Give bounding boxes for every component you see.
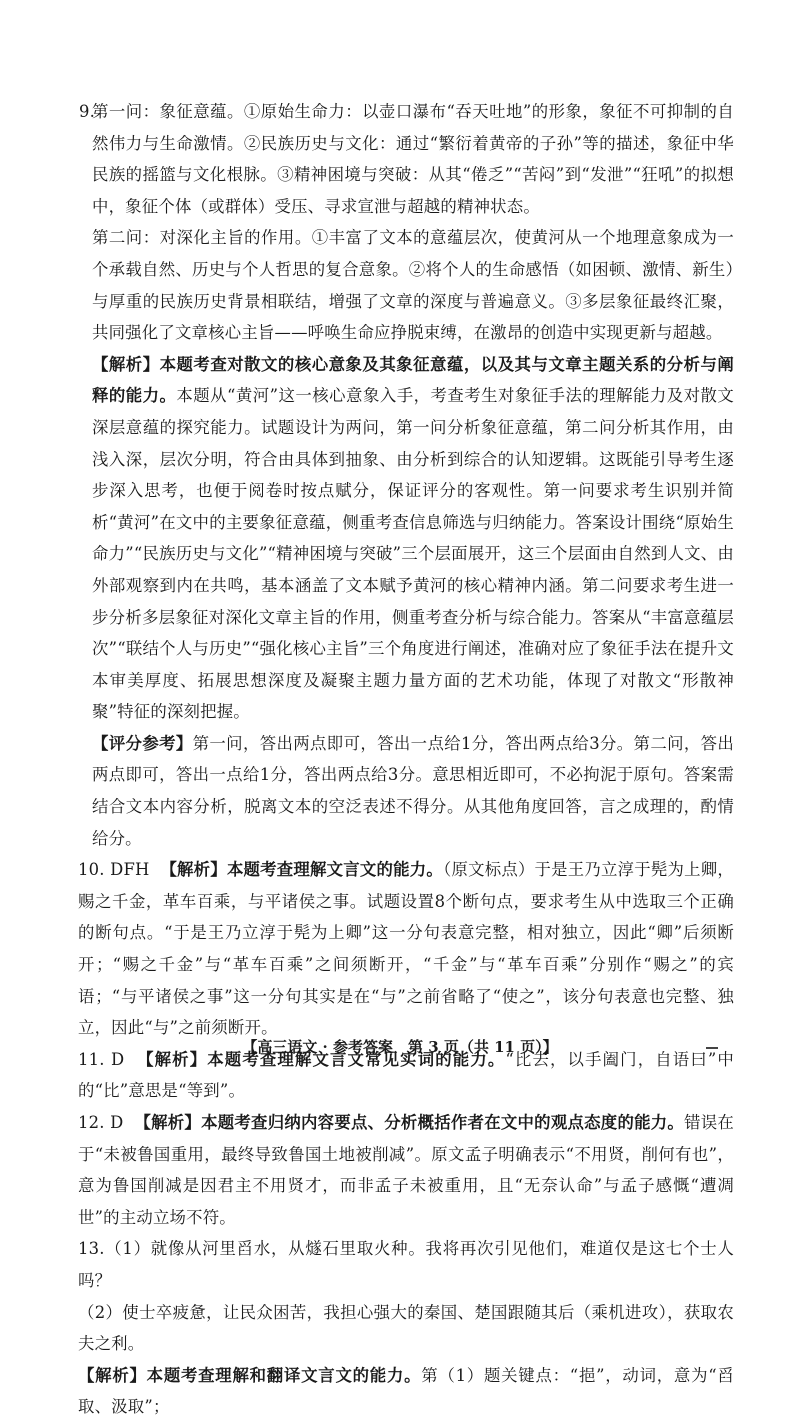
question-13-translation-1: （1）就像从河里舀水，从燧石里取火种。我将再次引见他们，难道仅是这七个士人吗？ bbox=[78, 1239, 734, 1290]
corner-mark bbox=[706, 1047, 718, 1049]
question-13-text: 第（1）题关键点：“挹”，动词，意为“舀取、汲取”； bbox=[78, 1365, 734, 1417]
question-12-block bbox=[78, 1107, 734, 1233]
question-9-scoring bbox=[92, 728, 734, 854]
question-13-analysis bbox=[78, 1360, 734, 1423]
question-10-block bbox=[78, 854, 734, 1044]
question-9-part2: 第二问：对深化主旨的作用。①丰富了文本的意蕴层次，使黄河从一个地理意象成为一个承载自然、历史与个人哲思的复合意象。②将个人的生命感悟（如困顿、激情、新生）与厚重的民族历史背景相联结，增强了文章的深度与普遍意义。③多层象征最终汇聚，共同强化了文章核心主旨——呼唤生命应挣脱束缚，在激昂的创造中实现更新与超越。 bbox=[92, 228, 734, 343]
question-10-number: 10. bbox=[78, 860, 105, 880]
question-9-analysis bbox=[92, 349, 734, 728]
question-10-lead: 本题考查理解文言文的能力。 bbox=[226, 860, 444, 880]
question-13-block bbox=[78, 1233, 734, 1423]
analysis-text: 本题从“黄河”这一核心意象入手，考查考生对象征手法的理解能力及对散文深层意蕴的探究能力。试题设计为两问，第一问分析象征意蕴，第二问分析其作用，由浅入深，层次分明，符合由具体到抽象、由分析到综合的认知逻辑。这既能引导考生逐步深入思考，也便于阅卷时按点赋分，保证评分的客观性。第一问要求考生识别并简析“黄河”在文中的主要象征意蕴，侧重考查信息筛选与归纳能力。答案设计围绕“原始生命力”“民族历史与文化”“精神困境与突破”三个层面展开，这三个层面由自然到人文、由外部观察到内在共鸣，基本涵盖了文本赋予黄河的核心精神内涵。第二问要求考生进一步分析多层象征对深化文章主旨的作用，侧重考查分析与综合能力。答案从“丰富意蕴层次”“联结个人与历史”“强化核心主旨”三个角度进行阐述，准确对应了象征手法在提升文本审美厚度、拓展思想深度及凝聚主题力量方面的艺术功能，体现了对散文“形散神聚”特征的深刻把握。 bbox=[92, 386, 735, 722]
question-11-lead: 本题考查理解文言文常见实词的能力。 bbox=[207, 1049, 506, 1069]
question-11-tag: 【解析】 bbox=[137, 1049, 208, 1069]
page-footer: 【高三语文 · 参考答案 第 3 页（共 11 页）】 bbox=[242, 1038, 558, 1056]
question-13-lead: 本题考查理解和翻译文言文的能力。 bbox=[146, 1365, 422, 1385]
question-12-text: 错误在于“未被鲁国重用，最终导致鲁国土地被削减”。原文孟子明确表示“不用贤，削何有也”，意为鲁国削减是因君主不用贤才，而非孟子未被重用，且“无奈认命”与孟子感慨“遭凋世”的主动立场不符。 bbox=[78, 1113, 734, 1227]
analysis-lead: 本题考查对散文的核心意象及其象征意蕴，以及其与文章主题关系的分析与阐释的能力。 bbox=[92, 354, 734, 406]
question-10-text: （原文标点）于是王乃立淳于髡为上卿，赐之千金，革车百乘，与平诸侯之事。试题设置8个断句点，要求考生从中选取三个正确的断句点。“于是王乃立淳于髡为上卿”这一分句表意完整，相对独立，因此“卿”后须断开；“赐之千金”与“革车百乘”之间须断开，“千金”与“革车百乘”分别作“赐之”的宾语；“与平诸侯之事”这一分句其实是在“与”之前省略了“使之”，该分句表意也完整、独立，因此“与”之前须断开。 bbox=[78, 860, 734, 1038]
question-9-block: 9. 第一问：象征意蕴。①原始生命力：以壶口瀑布“吞天吐地”的形象，象征不可抑制的自然伟力与生命激情。②民族历史与文化：通过“繁衍着黄帝的子孙”等的描述，象征中华民族的摇篮与文化根脉。③精神困境与突破：从其“倦乏”“苦闷”到“发泄”“狂吼”的拟想中，象征个体（或群体）受压、寻求宣泄与超越的精神状态。 第二问：对深化主旨的作用。①丰富了文本的意蕴层次，使黄河从一个地理意象成为一个承载自然、历史与个人哲思的复合意象。②将个人的生命感悟（如困顿、激情、新生）与厚重的民族历史背景相联结，增强了文章的深度与普遍意义。③多层象征最终汇聚，共同强化了文章核心主旨——呼唤生命应挣脱束缚，在激昂的创造中实现更新与超越。 【解析】本题考查对散文的核心意象及其象征意蕴，以及其与文章主题关系的分析与阐释的能力。本题从“黄河”这一核心意象入手，考查考生对象征手法的理解能力及对散文深层意蕴的探究能力。试题设计为两问，第一问分析象征意蕴，第二问分析其作用，由浅入深，层次分明，符合由具体到抽象、由分析到综合的认知逻辑。这既能引导考生逐步深入思考，也便于阅卷时按点赋分，保证评分的客观性。第一问要求考生识别并简析“黄河”在文中的主要象征意蕴，侧重考查信息筛选与归纳能力。答案设计围绕“原始生命力”“民族历史与文化”“精神困境与突破”三个层面展开，这三个层面由自然到人文、由外部观察到内在共鸣，基本涵盖了文本赋予黄河的核心精神内涵。第二问要求考生进一步分析多层象征对深化文章主旨的作用，侧重考查分析与综合能力。答案从“丰富意蕴层次”“联结个人与历史”“强化核心主旨”三个角度进行阐述，准确对应了象征手法在提升文本审美厚度、拓展思想深度及凝聚主题力量方面的艺术功能，体现了对散文“形散神聚”特征的深刻把握。 【评分参考】第一问，答出两点即可，答出一点给1分，答出两点给3分。第二问，答出两点即可，答出一点给1分，答出两点给3分。意思相近即可，不必拘泥于原句。答案需结合文本内容分析，脱离文本的空泛表述不得分。从其他角度回答，言之成理的，酌情给分。 bbox=[92, 96, 734, 854]
question-12-answer: D bbox=[110, 1113, 124, 1132]
answer-page-body bbox=[78, 96, 735, 1423]
question-11-answer: D bbox=[111, 1049, 125, 1069]
scoring-tag: 【评分参考】 bbox=[92, 733, 193, 753]
question-11-text: “比去，以手阖门，自语曰”中的“比”意思是“等到”。 bbox=[78, 1049, 734, 1101]
analysis-tag: 【解析】 bbox=[92, 354, 160, 374]
question-12-lead: 本题考查归纳内容要点、分析概括作者在文中的观点态度的能力。 bbox=[201, 1113, 685, 1132]
question-10-tag: 【解析】 bbox=[160, 860, 227, 880]
question-10-answer: DFH bbox=[110, 860, 150, 880]
question-12-number: 12. bbox=[78, 1113, 105, 1132]
scoring-text: 第一问，答出两点即可，答出一点给1分，答出两点给3分。第二问，答出两点即可，答出一点给1分，答出两点给3分。意思相近即可，不必拘泥于原句。答案需结合文本内容分析，脱离文本的空泛表述不得分。从其他角度回答，言之成理的，酌情给分。 bbox=[92, 733, 734, 848]
question-13-number: 13. bbox=[78, 1239, 105, 1259]
question-13-tag: 【解析】 bbox=[78, 1365, 147, 1385]
question-13-translation-2: （2）使士卒疲惫，让民众困苦，我担心强大的秦国、楚国跟随其后（乘机进攻），获取农夫之利。 bbox=[78, 1302, 734, 1354]
question-9-part1: 第一问：象征意蕴。①原始生命力：以壶口瀑布“吞天吐地”的形象，象征不可抑制的自然伟力与生命激情。②民族历史与文化：通过“繁衍着黄帝的子孙”等的描述，象征中华民族的摇篮与文化根脉。③精神困境与突破：从其“倦乏”“苦闷”到“发泄”“狂吼”的拟想中，象征个体（或群体）受压、寻求宣泄与超越的精神状态。 bbox=[92, 102, 734, 216]
question-12-tag: 【解析】 bbox=[134, 1113, 202, 1132]
question-11-number: 11. bbox=[78, 1049, 105, 1069]
question-13-line1 bbox=[78, 1233, 734, 1296]
